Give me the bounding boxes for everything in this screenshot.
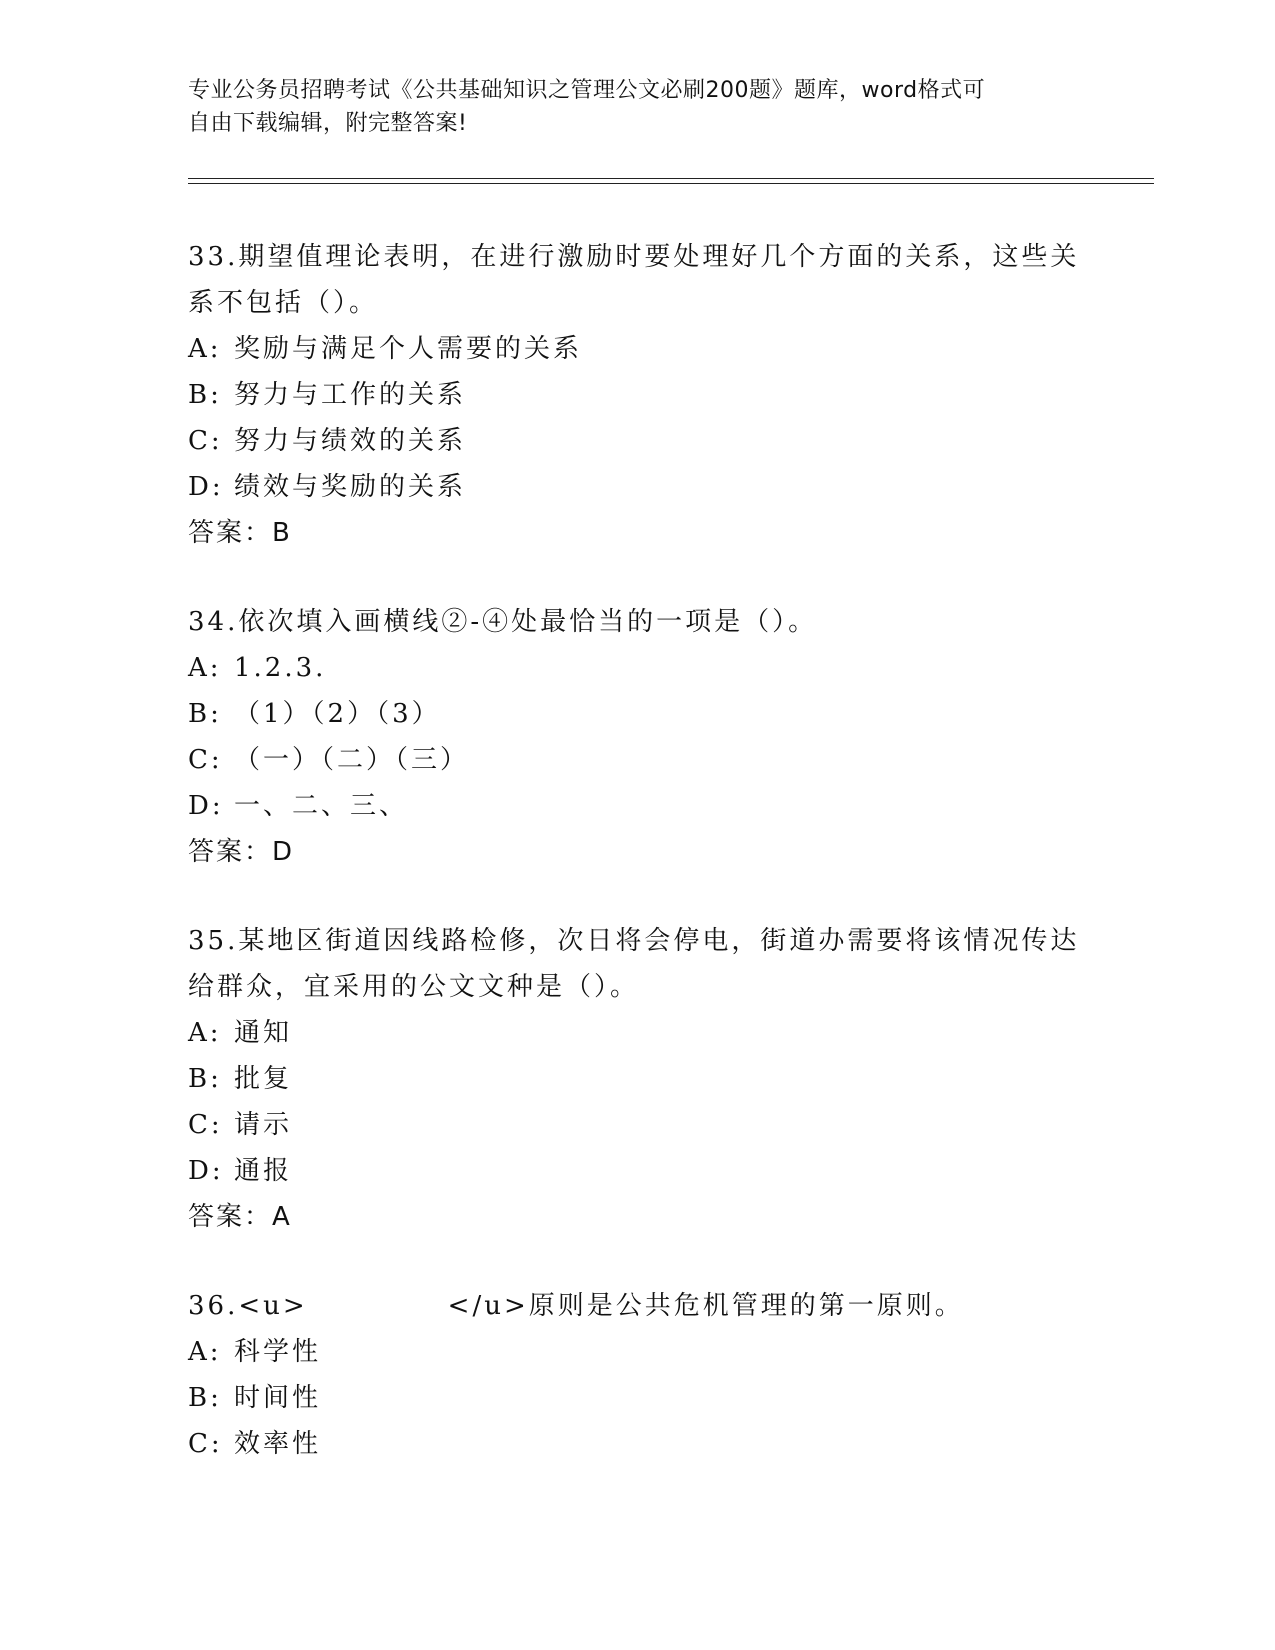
option-key: A: <box>188 1337 222 1367</box>
question-stem-line: 系不包括（）。 <box>188 288 379 318</box>
option-key: B: <box>188 1383 222 1413</box>
option-key: D: <box>188 1156 224 1186</box>
option-text: 努力与绩效的关系 <box>234 426 467 456</box>
option-text: 时间性 <box>234 1383 322 1413</box>
question-36 <box>188 1283 1088 1467</box>
question-stem-line: 35.某地区街道因线路检修，次日将会停电，街道办需要将该情况传达 <box>188 926 1080 956</box>
document-header <box>188 74 1088 140</box>
option-key: C: <box>188 745 223 775</box>
option-text: 科学性 <box>234 1337 322 1367</box>
answer-line: 答案：B <box>188 518 292 548</box>
stem-suffix: </u>原则是公共危机管理的第一原则。 <box>447 1291 964 1321</box>
option-b <box>188 372 1088 418</box>
question-35 <box>188 918 1088 1240</box>
stem-prefix: 36.<u> <box>188 1291 308 1321</box>
option-key: B: <box>188 1064 222 1094</box>
question-stem-line <box>188 1283 1088 1329</box>
option-text: 通知 <box>234 1018 293 1048</box>
option-text: 努力与工作的关系 <box>234 380 467 410</box>
option-c <box>188 1102 1088 1148</box>
header-rule-bottom <box>188 183 1154 184</box>
option-text: 通报 <box>234 1156 293 1186</box>
option-a <box>188 326 1088 372</box>
option-key: A: <box>188 653 222 683</box>
option-d <box>188 464 1088 510</box>
option-c <box>188 418 1088 464</box>
option-key: D: <box>188 791 224 821</box>
option-c <box>188 1421 1088 1467</box>
option-key: C: <box>188 1429 223 1459</box>
option-a <box>188 1010 1088 1056</box>
option-text: 奖励与满足个人需要的关系 <box>234 334 583 364</box>
option-d <box>188 1148 1088 1194</box>
header-line-1: 专业公务员招聘考试《公共基础知识之管理公文必刷200题》题库，word格式可 <box>188 78 986 103</box>
option-b <box>188 1056 1088 1102</box>
answer-line: 答案：D <box>188 837 295 867</box>
option-key: A: <box>188 1018 222 1048</box>
question-stem-line: 34.依次填入画横线②-④处最恰当的一项是（）。 <box>188 607 818 637</box>
option-text: （一）（二）（三） <box>234 745 470 775</box>
option-text: 批复 <box>234 1064 293 1094</box>
question-stem-line: 33.期望值理论表明，在进行激励时要处理好几个方面的关系，这些关 <box>188 242 1080 272</box>
option-text: 1.2.3. <box>234 653 327 683</box>
option-key: C: <box>188 1110 223 1140</box>
option-text: （1）（2）（3） <box>234 699 441 729</box>
question-34 <box>188 599 1088 875</box>
header-rule-top <box>188 178 1154 179</box>
option-text: 一、二、三、 <box>234 791 409 821</box>
option-a <box>188 645 1088 691</box>
option-d <box>188 783 1088 829</box>
question-stem-line: 给群众，宜采用的公文文种是（）。 <box>188 972 640 1002</box>
answer-line: 答案：A <box>188 1202 292 1232</box>
option-b <box>188 691 1088 737</box>
option-key: D: <box>188 472 224 502</box>
option-key: A: <box>188 334 222 364</box>
option-key: B: <box>188 699 222 729</box>
option-c <box>188 737 1088 783</box>
option-b <box>188 1375 1088 1421</box>
header-line-2: 自由下载编辑，附完整答案! <box>188 111 468 136</box>
option-text: 效率性 <box>234 1429 322 1459</box>
option-text: 绩效与奖励的关系 <box>234 472 467 502</box>
question-33 <box>188 234 1088 556</box>
option-key: C: <box>188 426 223 456</box>
option-key: B: <box>188 380 222 410</box>
option-text: 请示 <box>234 1110 293 1140</box>
option-a <box>188 1329 1088 1375</box>
